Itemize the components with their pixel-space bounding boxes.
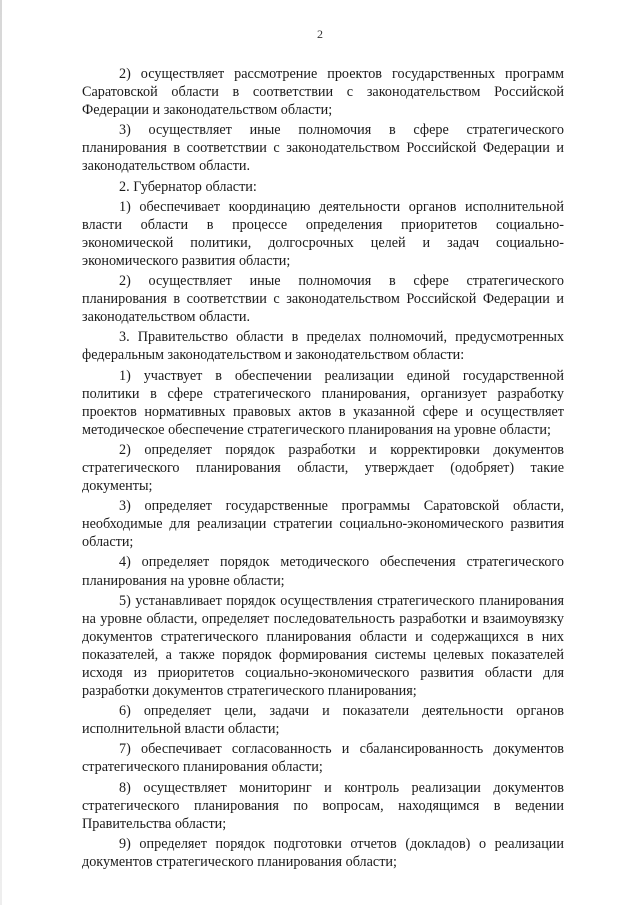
paragraph-3-7: 7) обеспечивает согласованность и сбалансированность документов стратегического планирования области; <box>82 741 564 776</box>
paragraph-3-9: 9) определяет порядок подготовки отчетов (докладов) о реализации документов стратегического планирования области; <box>82 835 564 870</box>
paragraph-3-2: 2) определяет порядок разработки и корректировки документов стратегического планирования области, утверждает (одобряет) такие документы; <box>82 441 564 495</box>
document-body <box>82 65 564 873</box>
paragraph-3-3: 3) определяет государственные программы Саратовской области, необходимые для реализации стратегии социально-экономического развития области; <box>82 498 564 551</box>
paragraph-3-6: 6) определяет цели, задачи и показатели деятельности органов исполнительной власти области; <box>82 703 564 738</box>
paragraph-1-2: 2) осуществляет рассмотрение проектов государственных программ Саратовской области в соответствии с законодательством Российской Федерации и законодательством области; <box>82 66 564 119</box>
page-number: 2 <box>317 27 323 41</box>
paragraph-3-4: 4) определяет порядок методического обеспечения стратегического планирования на уровне области; <box>82 554 564 589</box>
scan-edge-mark <box>0 0 2 905</box>
paragraph-1-3: 3) осуществляет иные полномочия в сфере стратегического планирования в соответствии с законодательством Российской Федерации и законодательством области. <box>82 122 564 175</box>
paragraph-3-8: 8) осуществляет мониторинг и контроль реализации документов стратегического планирования по вопросам, находящимся в ведении Правительства области; <box>82 779 564 832</box>
section-2-heading: 2. Губернатор области: <box>119 178 257 195</box>
paragraph-3-5: 5) устанавливает порядок осуществления стратегического планирования на уровне области, определяет последовательность разработки и взаимоувязку документов стратегического планирования области и содержащихся в них показателей, а также порядок формирования системы целевых показателей исходя из приоритетов социально-экономического развития области для разработки документов стратегического планирования; <box>82 592 564 700</box>
paragraph-3-1: 1) участвует в обеспечении реализации единой государственной политики в сфере стратегического планирования, организует разработку проектов нормативных правовых актов в указанной сфере и осуществляет методическое обеспечение стратегического планирования на уровне области; <box>82 367 564 438</box>
section-3-heading: 3. Правительство области в пределах полномочий, предусмотренных федеральным законодательством и законодательством области: <box>82 329 564 364</box>
paragraph-2-2: 2) осуществляет иные полномочия в сфере стратегического планирования в соответствии с законодательством Российской Федерации и законодательством области. <box>82 273 564 326</box>
paragraph-2-1: 1) обеспечивает координацию деятельности органов исполнительной власти области в процессе определения приоритетов социально-экономической политики, долгосрочных целей и задач социально-экономического развития области; <box>82 198 564 269</box>
